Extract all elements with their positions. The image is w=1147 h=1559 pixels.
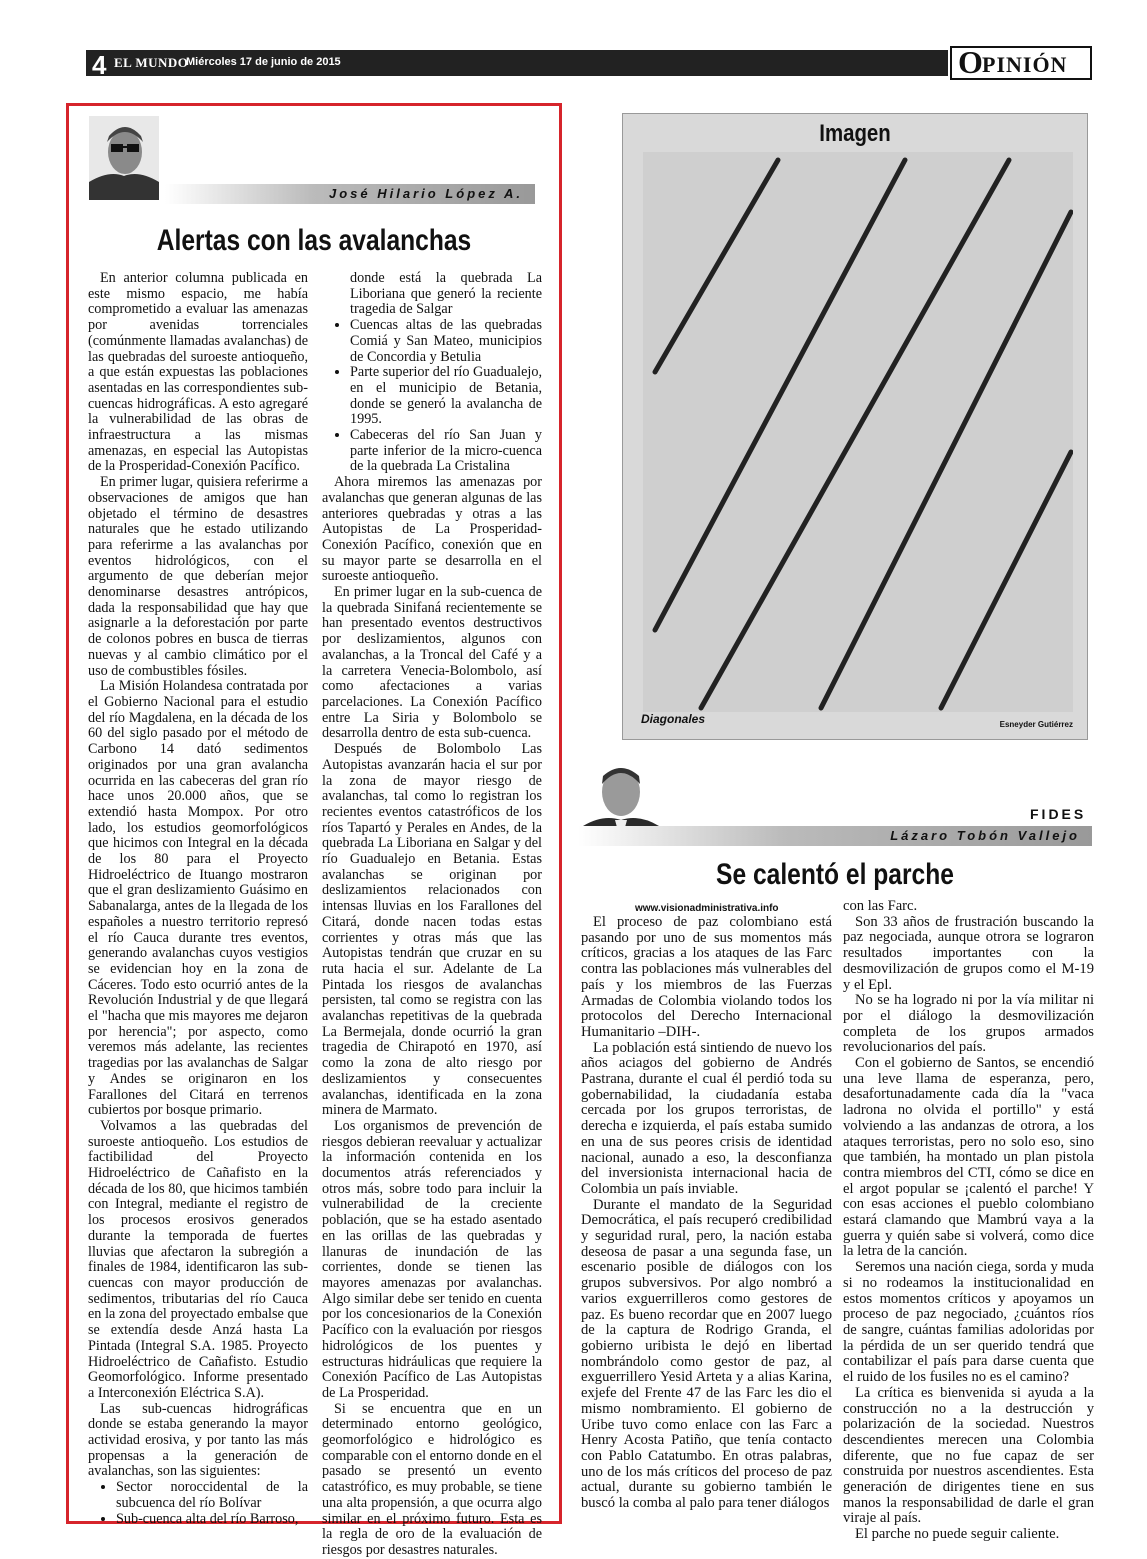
imagen-caption: Diagonales xyxy=(641,712,706,726)
fides-column-2 xyxy=(843,899,1094,1543)
paragraph: No se ha logrado ni por la vía militar ni por el diálogo la desmovilización completa de los grupos armados revolucionarios del país. xyxy=(843,992,1094,1056)
paragraph: En primer lugar en la sub-cuenca de la quebrada Sinifaná recientemente se han presentado eventos destructivos por deslizamientos, algunos con avalanchas, a la Troncal del Café y a la carretera Venecia-Bolombolo, así como afectaciones a varias parcelaciones. La Conexión Pacífico entre La Siria y Bolombolo se desarrolla dentro de esta sub-cuenca. xyxy=(322,584,542,742)
fides-author-name: Lázaro Tobón Vallejo xyxy=(890,828,1080,843)
paragraph: Los organismos de prevención de riesgos debieran reevaluar y actualizar la información contenida en los documentos atrás referenciados y otros más, sobre todo para incluir la vulnerabilidad de la creciente población, que se ha estado asentado en las orillas de las quebradas y llanuras de inundación de las corrientes, donde se tienen las mayores amenazas por avalanchas. Algo similar debe ser tenido en cuenta por los concesionarios de la Conexión Pacífico con la evaluación por riesgos hidrológicos de los puentes y estructuras hidráulicas que requiere la Conexión Pacífico de Las Autopistas de La Prosperidad. xyxy=(322,1117,542,1401)
byline-bar xyxy=(165,184,535,204)
author-photo xyxy=(89,116,159,200)
section-name: PINIÓN xyxy=(982,52,1068,77)
article-column-1 xyxy=(88,271,308,1527)
paragraph: Seremos una nación ciega, sorda y muda si no rodeamos la institucionalidad en estos momentos críticos y apoyamos un proceso de paz negociado, ¿cuántos ríos de sangre, cuántas familias adoloridas por la pérdida de un ser querido tendrá que contabilizar el país para darse cuenta que el ruido de los fusiles no es el camino? xyxy=(843,1259,1094,1386)
paragraph: Volvamos a las quebradas del suroeste antioqueño. Los estudios de factibilidad del Proyecto Hidroeléctrico de Cañafisto en la década de los 80, que hicimos también con Integral, mediante el registro de los procesos erosivos generados durante la temporada de fuertes lluvias que afectaron la subregión a finales de 1984, identificaron las sub-cuencas con mayor producción de sedimentos, tributarias del río Cauca en la zona del proyectado embalse que se extendía desde Anzá hasta La Pintada (Integral S.A. 1985. Proyecto Hidroeléctrico de Cañafisto. Estudio Geomorfológico. Informe presentado a Interconexión Eléctrica S.A). xyxy=(88,1117,308,1401)
paragraph: El parche no puede seguir caliente. xyxy=(855,1526,1060,1543)
paragraph: Después de Bolombolo Las Autopistas avanzarán hacia el sur por la zona de mayor riesgo de avalanchas, tal como lo registran los recientes eventos catastróficos de los ríos Tapartó y Perales en Andes, de la quebrada La Liboriana en Salgar y del río Guadualejo en Betania. Estas avalanchas se originan por deslizamientos relacionados con intensas lluvias en los Farallones del Citará, donde nacen todas estas corrientes y otras más que las Autopistas tendrán que cruzar en su ruta hacia el sur. Adelante de La Pintada los riesgos de avalanchas persisten, tal como se registra con las avalanchas repetitivas de la quebrada La Bermejala, donde ocurrió la gran tragedia de Chirapotó en 1970, así como la zona de alto riesgo por deslizamientos y consecuentes avalanchas, identificada en la zona minera de Marmato. xyxy=(322,741,542,1119)
paragraph: La crítica es bienvenida si ayuda a la construcción no a la destrucción y polarización de la sociedad. Nuestros descendientes merecen una Colombia diferente, que no fue capaz de ser construida por nuestros ascendientes. Esta generación de dirigentes tiene en sus manos la responsabilidad de darle el gran viraje al país. xyxy=(843,1384,1094,1527)
paragraph: Son 33 años de frustración buscando la paz negociada, aunque otrora se lograron resultados importantes con la desmovilización de grupos como el M-19 y el Epl. xyxy=(843,913,1094,993)
paragraph: Ahora miremos las amenazas por avalanchas que generan algunas de las anteriores quebradas y otras a las Autopistas de La Prosperidad-Conexión Pacífico, conexión que en su mayor parte se desarrolla en el suroeste antioqueño. xyxy=(322,474,542,585)
page-header xyxy=(86,46,1092,82)
section-initial: O xyxy=(958,44,983,80)
paragraph: Si se encuentra que en un determinado entorno geológico, geomorfológico e hidrológico es comparable con el entorno donde en el pasado se presentó un evento catastrófico, es muy probable, se tiene una alta propensión, a que ocurra algo similar en el próximo futuro. Esta es la regla de oro de la evaluación de riesgos por desastres naturales. xyxy=(322,1400,542,1558)
header-bar xyxy=(86,50,948,80)
issue-date: Miércoles 17 de junio de 2015 xyxy=(186,56,341,68)
newspaper-name: EL MUNDO xyxy=(114,55,189,70)
fides-column-1 xyxy=(581,915,832,1512)
bullet-list xyxy=(88,1480,308,1527)
article-column-2 xyxy=(322,271,542,1559)
page-number: 4 xyxy=(92,50,107,80)
list-item: • Sub-cuenca alta del río Barroso, xyxy=(116,1512,308,1528)
paragraph: Con el gobierno de Santos, se encendió una leve llama de esperanza, pero, desafortunadamente cada día la "vaca ladrona no olvida el portillo" y está volviendo a las andanzas de otrora, a los ataques terroristas, pero no solo eso, sino que también, ha montado un plan pistola contra miembros del CTI, cómo se dice en el argot popular se ¡calentó el parche! Y con esas acciones el pueblo colombiano estará clamando que Mambrú vaya a la guerra y quién sabe si volverá, como dice la letra de la canción. xyxy=(843,1055,1094,1260)
paragraph: Las sub-cuencas hidrográficas donde se estaba generando la mayor actividad erosiva, y por tanto las más propensas a la generación de avalanchas, son las siguientes: xyxy=(88,1400,308,1480)
imagen-credit: Esneyder Gutiérrez xyxy=(999,720,1073,729)
paragraph: El proceso de paz colombiano está pasando por uno de sus momentos más críticos, gracias a los ataques de las Farc contra las poblaciones más vulnerables del país y los miembros de las Fuerzas Armadas de Colombia violando todos los protocolos del Derecho Internacional Humanitario –DIH-. xyxy=(581,914,832,1040)
bullet-list xyxy=(322,318,542,475)
fides-byline-bar xyxy=(578,826,1092,846)
paragraph: con las Farc. xyxy=(843,898,918,914)
website-url: www.visionadministrativa.info xyxy=(635,903,779,914)
imagen-panel xyxy=(622,113,1088,740)
author-name: José Hilario López A. xyxy=(329,186,523,201)
section-title xyxy=(950,46,1092,80)
fides-column-label: FIDES xyxy=(1030,806,1087,822)
paragraph: La Misión Holandesa contratada por el Gobierno Nacional para el estudio del río Magdalena, en la década de los 60 del siglo pasado por el método de Carbono 14 dató sedimentos originados por una gran avalancha ocurrida en las cabeceras del gran río hace unos 20.000 años, que se extendió hasta Mompox. Por otro lado, los estudios geomorfológicos que hicimos con Integral en la década de los 80 para el Proyecto Hidroeléctrico de Ituango mostraron que el gran deslizamiento Guásimo en Sabanalarga, antes de la llegada de los españoles a nuestro territorio represó el río Cauca durante tres eventos, generando avalanchas cuyos vestigios se evidencian hoy en la zona de Cáceres. Todo esto ocurrió antes de la Revolución Industrial y de que llegará el "hacha que mis mayores me dejaron por herencia"; por aspecto, como veremos más adelante, las recientes tragedias por las avalanchas de Salgar y Andes se originaron en los Farallones del Citará en terrenos cubiertos por bosque primario. xyxy=(88,678,308,1119)
article-title: Alertas con las avalanchas xyxy=(156,224,472,257)
paragraph: En anterior columna publicada en este mismo espacio, me había comprometido a evaluar las amenazas por avenidas torrenciales (comúnmente llamadas avalanchas) de las quebradas del suroeste antioqueño, a que están expuestas las poblaciones asentadas en las correspondientes sub-cuencas hidrográficas. A esto agregaré la vulnerabilidad de las obras de infraestructura a las mismas amenazas, en especial las Autopistas de la Prosperidad-Conexión Pacífico. xyxy=(88,270,308,475)
list-item: • Parte superior del río Guadualejo, en el municipio de Betania, donde se generó la avalancha de 1995. xyxy=(350,365,542,428)
paragraph: La población está sintiendo de nuevo los años aciagos del gobierno de Andrés Pastrana, durante el cual él perdió toda su gobernabilidad, la ciudadanía estaba cercada por los grupos terroristas, de derecha e izquierda, el país estaba sumido en una de sus peores crisis de identidad nacional, aunado a eso, la desconfianza del inversionista internacional hacia de Colombia un país inviable. xyxy=(581,1039,832,1197)
list-item: • Sector noroccidental de la subcuenca del río Bolívar xyxy=(116,1480,308,1511)
fides-title: Se calentó el parche xyxy=(716,858,954,891)
paragraph: En primer lugar, quisiera referirme a observaciones de amigos que han objetado el término de desastres naturales que he estado utilizando para referirme a las avalanchas por eventos hidrológicos, con el argumento de que deberían mejor denominarse desastres antrópicos, dada la responsabilidad que hay que asignarle a la deforestación por parte de colonos pobres en busca de tierras nuevas y al cambio climático por el uso de combustibles fósiles. xyxy=(88,474,308,679)
paragraph: Durante el mandato de la Seguridad Democrática, el país recuperó credibilidad y seguridad rural, pero, la nación estaba deseosa de pasar a una segunda fase, un escenario posible de diálogos con los grupos subversivos. Por algo nombró a varios exguerrilleros como gestores de paz. Es bueno recordar que en 2007 luego de la captura de Rodrigo Granda, el gobierno uribista le dejó en libertad nombrándolo como gestor de paz, al exguerrillero Yesid Arteta y a alias Karina, exjefe del Frente 47 de las Farc les dio el mismo nombramiento. El gobierno de Uribe tuvo como enlace con las Farc a Henry Acosta Patiño, que tenía contacto con Pablo Catatumbo. En otras palabras, uno de los más críticos del proceso de paz actual, durante su gobierno también le buscó la comba al palo para tener diálogos xyxy=(581,1196,832,1512)
list-item: • Cuencas altas de las quebradas Comiá y San Mateo, municipios de Concordia y Betulia xyxy=(350,318,542,365)
article-alertas xyxy=(66,103,562,1558)
list-item: • Cabeceras del río San Juan y parte inferior de la micro-cuenca de la quebrada La Cristalina xyxy=(350,428,542,475)
diagonales-artwork xyxy=(643,152,1073,712)
imagen-title: Imagen xyxy=(819,120,891,147)
list-continuation: donde está la quebrada La Liboriana que generó la reciente tragedia de Salgar xyxy=(350,270,542,318)
